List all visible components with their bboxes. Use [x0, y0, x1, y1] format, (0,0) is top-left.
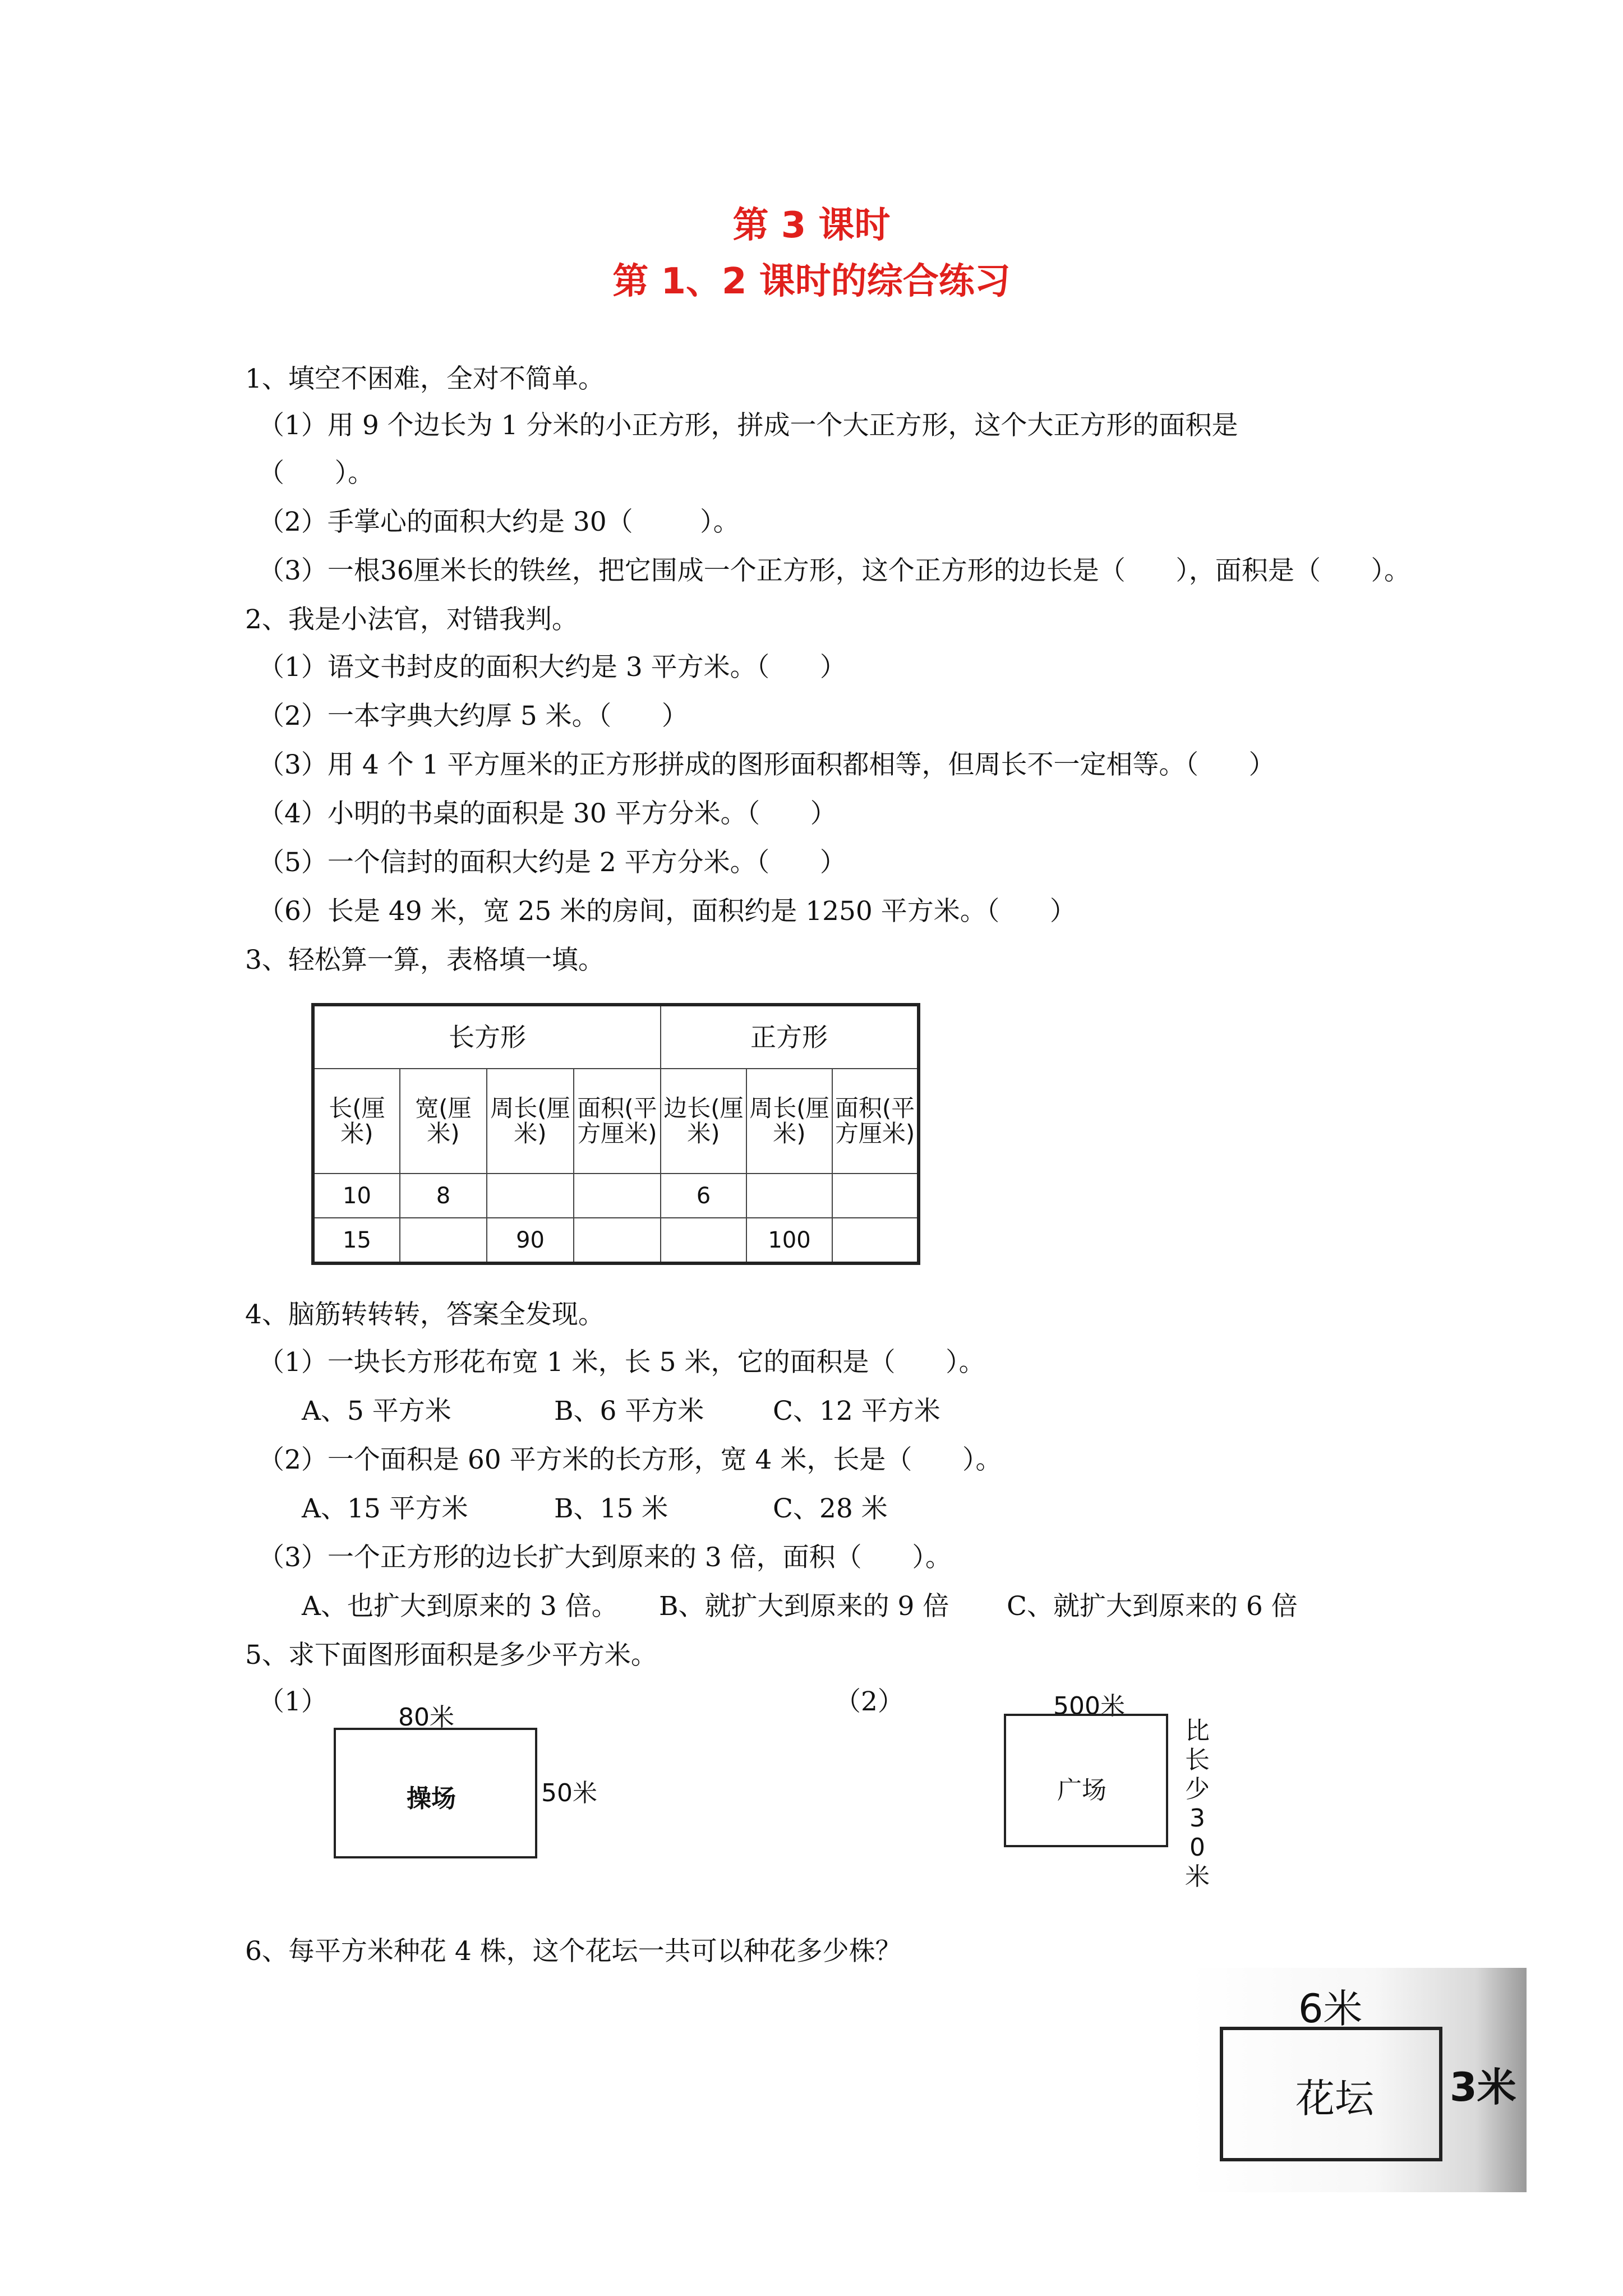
table-column-header: 周长(厘米): [746, 1069, 832, 1174]
table-cell: [832, 1174, 919, 1218]
q1-item: （3）一根36厘米长的铁丝，把它围成一个正方形，这个正方形的边长是（ ），面积是（ ）。: [258, 555, 1410, 586]
table-column-header: 边长(厘米): [661, 1069, 746, 1174]
figure-number: （2）: [834, 1686, 904, 1717]
q2-item: （1）语文书封皮的面积大约是 3 平方米。（ ）: [258, 652, 846, 683]
q6-heading: 6、每平方米种花 4 株，这个花坛一共可以种花多少株？: [245, 1936, 902, 1967]
table-cell: 15: [313, 1218, 400, 1263]
q4-question: （3）一个正方形的边长扩大到原来的 3 倍，面积（ ）。: [258, 1542, 952, 1573]
q3-heading: 3、轻松算一算，表格填一填。: [245, 945, 605, 976]
q2-item: （4）小明的书桌的面积是 30 平方分米。（ ）: [258, 798, 837, 829]
q1-heading: 1、填空不困难，全对不简单。: [245, 364, 605, 394]
q4-option: C、就扩大到原来的 6 倍: [1007, 1591, 1298, 1622]
q2-item: （6）长是 49 米，宽 25 米的房间，面积约是 1250 平方米。（ ）: [258, 896, 1076, 927]
q2-item: （5）一个信封的面积大约是 2 平方分米。（ ）: [258, 847, 846, 878]
q1-item: （ ）。: [258, 458, 375, 489]
page-title: 第 3 课时: [732, 205, 891, 246]
figure-top-label: 6米: [1298, 1986, 1363, 2032]
table-cell: 6: [661, 1174, 746, 1218]
q2-heading: 2、我是小法官，对错我判。: [245, 604, 578, 635]
table-cell: [746, 1174, 832, 1218]
q4-option: A、也扩大到原来的 3 倍。: [302, 1591, 618, 1622]
q4-question: （1）一块长方形花布宽 1 米，长 5 米，它的面积是（ ）。: [258, 1347, 985, 1378]
table-cell: 100: [746, 1218, 832, 1263]
q4-heading: 4、脑筋转转转，答案全发现。: [245, 1299, 605, 1330]
table-column-header: 面积(平方厘米): [574, 1069, 661, 1174]
table-row: [313, 1174, 919, 1218]
q4-option: B、就扩大到原来的 9 倍: [659, 1591, 949, 1622]
q5-heading: 5、求下面图形面积是多少平方米。: [245, 1640, 657, 1671]
q4-option: A、5 平方米: [302, 1396, 451, 1427]
table-cell: 8: [400, 1174, 487, 1218]
q4-option: C、12 平方米: [773, 1396, 940, 1427]
figure-side-label: 比长少30米: [1185, 1717, 1210, 1891]
figure-top-label: 80米: [398, 1703, 454, 1732]
table-cell: [574, 1218, 661, 1263]
figure-top-label: 500米: [1053, 1692, 1125, 1720]
q2-item: （2）一本字典大约厚 5 米。（ ）: [258, 701, 688, 731]
table-column-header: 面积(平方厘米): [832, 1069, 919, 1174]
q4-option: B、15 米: [554, 1493, 668, 1524]
table-cell: [400, 1218, 487, 1263]
table-cell: [487, 1174, 574, 1218]
table-group-header: 正方形: [661, 1005, 919, 1069]
q4-option: A、15 平方米: [302, 1493, 468, 1524]
q1-item: （1）用 9 个边长为 1 分米的小正方形，拼成一个大正方形，这个大正方形的面积是: [258, 410, 1238, 441]
table-column-header: 周长(厘米): [487, 1069, 574, 1174]
table-row: [313, 1218, 919, 1263]
q1-item: （2）手掌心的面积大约是 30（ ）。: [258, 507, 740, 537]
table-cell: [661, 1218, 746, 1263]
q4-question: （2）一个面积是 60 平方米的长方形，宽 4 米，长是（ ）。: [258, 1444, 1002, 1475]
figure-name: 广场: [1057, 1776, 1106, 1805]
figure-name: 操场: [407, 1784, 456, 1813]
figure-side-label: 3米: [1450, 2064, 1516, 2110]
figure-number: （1）: [258, 1686, 328, 1717]
table-cell: 90: [487, 1218, 574, 1263]
q2-item: （3）用 4 个 1 平方厘米的正方形拼成的图形面积都相等，但周长不一定相等。（ ）: [258, 749, 1275, 780]
figure-side-label: 50米: [541, 1779, 597, 1807]
q4-option: C、28 米: [773, 1493, 888, 1524]
table-cell: [832, 1218, 919, 1263]
table-cell: 10: [313, 1174, 400, 1218]
area-table: [311, 1003, 920, 1265]
figure-name: 花坛: [1295, 2076, 1374, 2122]
table-column-header: 长(厘米): [313, 1069, 400, 1174]
table-group-header: 长方形: [313, 1005, 661, 1069]
page-subtitle: 第 1、2 课时的综合练习: [612, 261, 1011, 302]
q4-option: B、6 平方米: [554, 1396, 704, 1427]
table-column-header: 宽(厘米): [400, 1069, 487, 1174]
table-cell: [574, 1174, 661, 1218]
